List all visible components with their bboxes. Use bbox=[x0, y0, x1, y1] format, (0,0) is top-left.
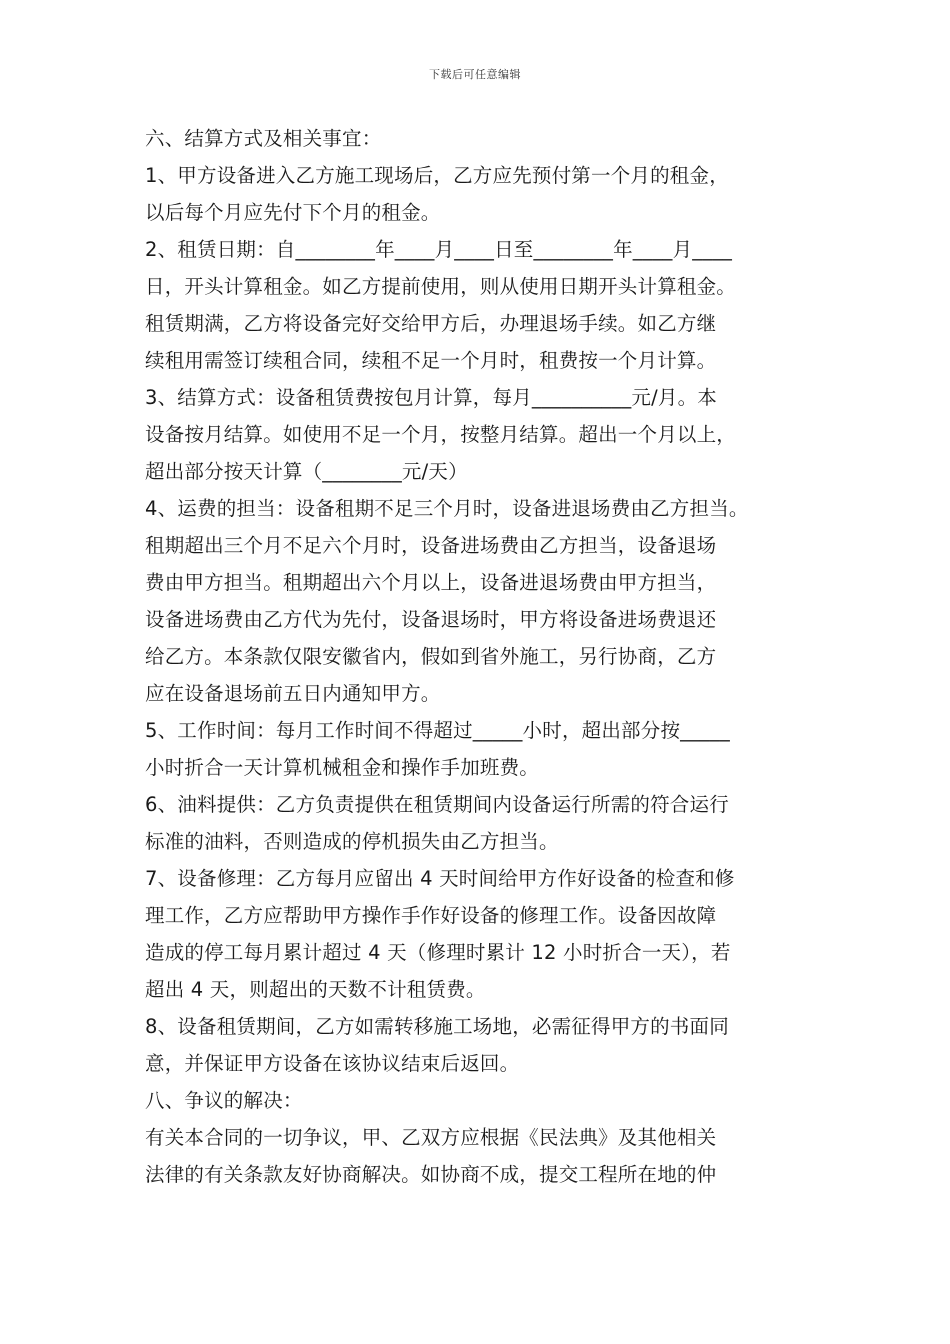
text-line: 日，开头计算租金。如乙方提前使用，则从使用日期开头计算租金。 bbox=[145, 275, 737, 298]
text-line: 续租用需签订续租合同，续租不足一个月时，租费按一个月计算。 bbox=[145, 349, 717, 372]
text-line: 法律的有关条款友好协商解决。如协商不成，提交工程所在地的仲 bbox=[145, 1163, 717, 1186]
text-line: 意，并保证甲方设备在该协议结束后返回。 bbox=[145, 1052, 520, 1075]
text-line: 给乙方。本条款仅限安徽省内，假如到省外施工，另行协商，乙方 bbox=[145, 645, 717, 668]
text-line: 3、结算方式：设备租赁费按包月计算，每月__________元/月。本 bbox=[145, 386, 717, 409]
text-line: 租期超出三个月不足六个月时，设备进场费由乙方担当，设备退场 bbox=[145, 534, 717, 557]
text-line: 5、工作时间：每月工作时间不得超过_____小时，超出部分按_____ bbox=[145, 719, 730, 742]
document-body bbox=[145, 120, 835, 1193]
text-line: 费由甲方担当。租期超出六个月以上，设备进退场费由甲方担当， bbox=[145, 571, 717, 594]
header-note: 下载后可任意编辑 bbox=[429, 68, 521, 81]
text-line: 超出 4 天，则超出的天数不计租赁费。 bbox=[145, 978, 486, 1001]
text-line: 超出部分按天计算（________元/天） bbox=[145, 460, 468, 483]
text-line: 有关本合同的一切争议，甲、乙双方应根据《民法典》及其他相关 bbox=[145, 1126, 717, 1149]
text-line: 7、设备修理：乙方每月应留出 4 天时间给甲方作好设备的检查和修 bbox=[145, 867, 735, 890]
text-line: 1、甲方设备进入乙方施工现场后，乙方应先预付第一个月的租金， bbox=[145, 164, 729, 187]
text-line: 2、租赁日期：自________年____月____日至________年____月____ bbox=[145, 238, 733, 261]
text-line: 设备按月结算。如使用不足一个月，按整月结算。超出一个月以上， bbox=[145, 423, 737, 446]
text-line: 以后每个月应先付下个月的租金。 bbox=[145, 201, 441, 224]
text-line: 8、设备租赁期间，乙方如需转移施工场地，必需征得甲方的书面同 bbox=[145, 1015, 729, 1038]
text-line: 6、油料提供：乙方负责提供在租赁期间内设备运行所需的符合运行 bbox=[145, 793, 729, 816]
text-line: 应在设备退场前五日内通知甲方。 bbox=[145, 682, 441, 705]
text-line: 标准的油料，否则造成的停机损失由乙方担当。 bbox=[145, 830, 559, 853]
text-line: 造成的停工每月累计超过 4 天（修理时累计 12 小时折合一天），若 bbox=[145, 941, 731, 964]
text-line: 理工作，乙方应帮助甲方操作手作好设备的修理工作。设备因故障 bbox=[145, 904, 717, 927]
text-line: 小时折合一天计算机械租金和操作手加班费。 bbox=[145, 756, 540, 779]
section-heading-dispute: 八、争议的解决： bbox=[145, 1089, 303, 1112]
text-line: 设备进场费由乙方代为先付，设备退场时，甲方将设备进场费退还 bbox=[145, 608, 717, 631]
text-line: 租赁期满，乙方将设备完好交给甲方后，办理退场手续。如乙方继 bbox=[145, 312, 717, 335]
section-heading-settlement: 六、结算方式及相关事宜： bbox=[145, 127, 382, 150]
text-line: 4、运费的担当：设备租期不足三个月时，设备进退场费由乙方担当。 bbox=[145, 497, 749, 520]
